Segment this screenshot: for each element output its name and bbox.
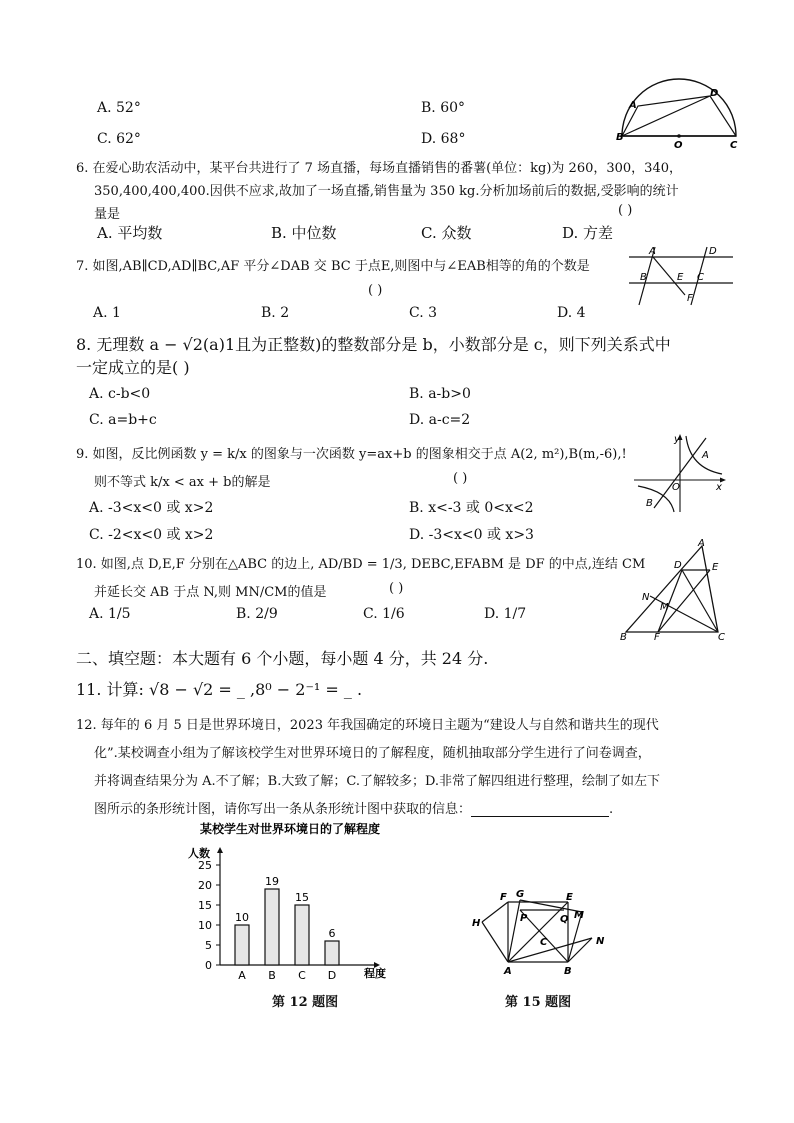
fig7-label-e: E [677, 272, 684, 283]
q6-option-d: D. 方差 [562, 224, 614, 242]
q9-option-a: A. -3<x<0 或 x>2 [89, 500, 214, 516]
fig15-label-q: Q [560, 914, 569, 925]
q6-line3: 量是 [94, 207, 121, 222]
section-2-header: 二、填空题：本大题有 6 个小题，每小题 4 分，共 24 分. [76, 649, 489, 668]
fig9-label-y: y [674, 434, 680, 445]
chart-y-tick-label: 0 [205, 959, 212, 972]
chart-y-tick-label: 15 [198, 899, 212, 912]
fig9-label-x: x [716, 482, 722, 493]
q9-option-b: B. x<-3 或 0<x<2 [409, 500, 534, 516]
q9-line1: 9. 如图，反比例函数 y = k/x 的图象与一次函数 y=ax+b 的图象相交于点 A(2, m²),B(m,-6),! [76, 447, 627, 462]
fig15-label-f: F [500, 892, 507, 903]
chart-x-axis-label: 程度 [364, 967, 386, 980]
q12-line1: 12. 每年的 6 月 5 日是世界环境日，2023 年我国确定的环境日主题为“建设人与自然和谐共生的现代 [76, 718, 659, 733]
q9-option-d: D. -3<x<0 或 x>3 [409, 527, 534, 543]
fig7-label-c: C [697, 272, 704, 283]
fig15-label-e: E [566, 892, 573, 903]
q10-figure [618, 540, 728, 642]
q7-option-c: C. 3 [409, 305, 438, 321]
q9-line2: 则不等式 k/x < ax + b的解是 [94, 475, 271, 490]
fig10-label-e: E [712, 562, 719, 573]
fig5-label-b: B [616, 132, 624, 143]
q7-option-d: D. 4 [557, 305, 586, 321]
fig15-label-p: P [520, 913, 528, 924]
q7-line1: 7. 如图,AB∥CD,AD∥BC,AF 平分∠DAB 交 BC 于点E,则图中与∠EAB相等的角的个数是 [76, 259, 590, 274]
fig15-label-a: A [504, 966, 512, 977]
chart-bar-b [265, 889, 279, 965]
q12-end-mark: . [609, 802, 614, 817]
q7-option-a: A. 1 [93, 305, 121, 321]
q8-option-d: D. a-c=2 [409, 412, 471, 428]
chart-data-label: 15 [295, 891, 309, 904]
fig7-label-d: D [709, 246, 717, 257]
q6-answer-paren: ( ) [618, 203, 633, 218]
chart-title: 某校学生对世界环境日的了解程度 [200, 822, 381, 836]
q9-option-c: C. -2<x<0 或 x>2 [89, 527, 214, 543]
chart-category-label: B [268, 969, 276, 982]
caption-q15: 第 15 题图 [505, 995, 572, 1010]
fig15-label-m: M [574, 910, 584, 921]
fig10-label-c: C [718, 632, 725, 643]
fig15-label-b: B [564, 966, 572, 977]
q12-line2: 化”.某校调查小组为了解该校学生对世界环境日的了解程度，随机抽取部分学生进行了问卷调查， [94, 746, 651, 761]
fig10-label-b: B [620, 632, 627, 643]
q7-answer-paren: ( ) [368, 283, 383, 298]
chart-data-label: 19 [265, 875, 279, 888]
q8-option-b: B. a-b>0 [409, 386, 471, 402]
fig9-label-a: A [702, 450, 709, 461]
fig10-label-n: N [642, 592, 650, 603]
chart-bar-d [325, 941, 339, 965]
q10-answer-paren: ( ) [389, 581, 404, 596]
chart-y-axis-label: 人数 [188, 847, 210, 860]
fig10-label-m: M [660, 602, 669, 613]
q12-line4 [94, 798, 613, 817]
q5-option-a: A. 52° [97, 100, 141, 116]
fig10-label-d: D [674, 560, 682, 571]
caption-q12: 第 12 题图 [272, 995, 339, 1010]
fig9-label-b: B [646, 498, 653, 509]
chart-y-tick-label: 10 [198, 919, 212, 932]
chart-category-label: D [327, 969, 337, 982]
fig15-label-n: N [596, 936, 605, 947]
q12-line3: 并将调查结果分为 A.不了解；B.大致了解；C.了解较多；D.非常了解四组进行整理，绘制了如左下 [94, 774, 661, 789]
chart-bar-a [235, 925, 249, 965]
q9-answer-paren: ( ) [453, 471, 468, 486]
q8-option-a: A. c-b<0 [89, 386, 151, 402]
q6-line2: 350,400,400,400.因供不应求,故加了一场直播,销售量为 350 kg.分析加场前后的数据,受影响的统计 [94, 184, 679, 199]
fig5-label-c: C [730, 140, 738, 151]
q8-line2: 一定成立的是( ) [76, 358, 190, 377]
q11-text: 11. 计算: √8 − √2 = _ ,8⁰ − 2⁻¹ = _ . [76, 680, 363, 699]
q10-line2: 并延长交 AB 于点 N,则 MN/CM的值是 [94, 585, 327, 600]
fig15-label-h: H [472, 918, 481, 929]
q12-bar-chart [180, 817, 420, 983]
q7-option-b: B. 2 [261, 305, 290, 321]
q8-option-c: C. a=b+c [89, 412, 157, 428]
fig10-label-a: A [698, 538, 705, 549]
fig7-label-a: A [649, 246, 656, 257]
q6-option-a: A. 平均数 [97, 224, 163, 242]
q5-option-d: D. 68° [421, 131, 466, 147]
q5-option-c: C. 62° [97, 131, 141, 147]
fig5-label-a: A [629, 100, 637, 111]
fig10-label-f: F [654, 632, 660, 643]
fig5-label-d: D [710, 88, 719, 99]
q10-option-d: D. 1/7 [484, 606, 527, 622]
q7-figure [625, 243, 735, 309]
chart-y-tick-label: 20 [198, 879, 212, 892]
q10-option-a: A. 1/5 [89, 606, 131, 622]
fig15-label-g: G [516, 889, 525, 900]
chart-y-tick-label: 5 [205, 939, 212, 952]
fig7-label-b: B [640, 272, 647, 283]
fig7-label-f: F [687, 293, 693, 304]
q6-option-c: C. 众数 [421, 224, 472, 242]
q8-line1: 8. 无理数 a − √2(a)1且为正整数)的整数部分是 b，小数部分是 c，则下列关系式中 [76, 335, 671, 354]
q6-option-b: B. 中位数 [271, 224, 337, 242]
q10-line1: 10. 如图,点 D,E,F 分别在△ABC 的边上, AD/BD = 1/3, DEBC,EFABM 是 DF 的中点,连结 CM [76, 557, 646, 572]
q6-line1: 6. 在爱心助农活动中，某平台共进行了 7 场直播，每场直播销售的番薯(单位：kg)为 260，300，340， [76, 161, 682, 176]
q10-option-c: C. 1/6 [363, 606, 405, 622]
chart-data-label: 10 [235, 911, 249, 924]
fig9-label-o: O [672, 482, 680, 493]
fig15-label-c: C [540, 937, 548, 948]
q12-line4-text: 图所示的条形统计图，请你写出一条从条形统计图中获取的信息： [94, 802, 472, 817]
q10-option-b: B. 2/9 [236, 606, 278, 622]
chart-y-arrow [217, 847, 223, 853]
q5-option-b: B. 60° [421, 100, 466, 116]
chart-category-label: A [238, 969, 246, 982]
chart-y-tick-label: 25 [198, 859, 212, 872]
q15-figure [468, 888, 618, 978]
chart-category-label: C [298, 969, 306, 982]
chart-bar-c [295, 905, 309, 965]
q12-answer-blank[interactable] [471, 802, 609, 817]
q9-figure [632, 432, 732, 514]
q5-figure [612, 84, 742, 154]
fig5-label-o: O [674, 140, 683, 151]
chart-data-label: 6 [328, 927, 336, 940]
